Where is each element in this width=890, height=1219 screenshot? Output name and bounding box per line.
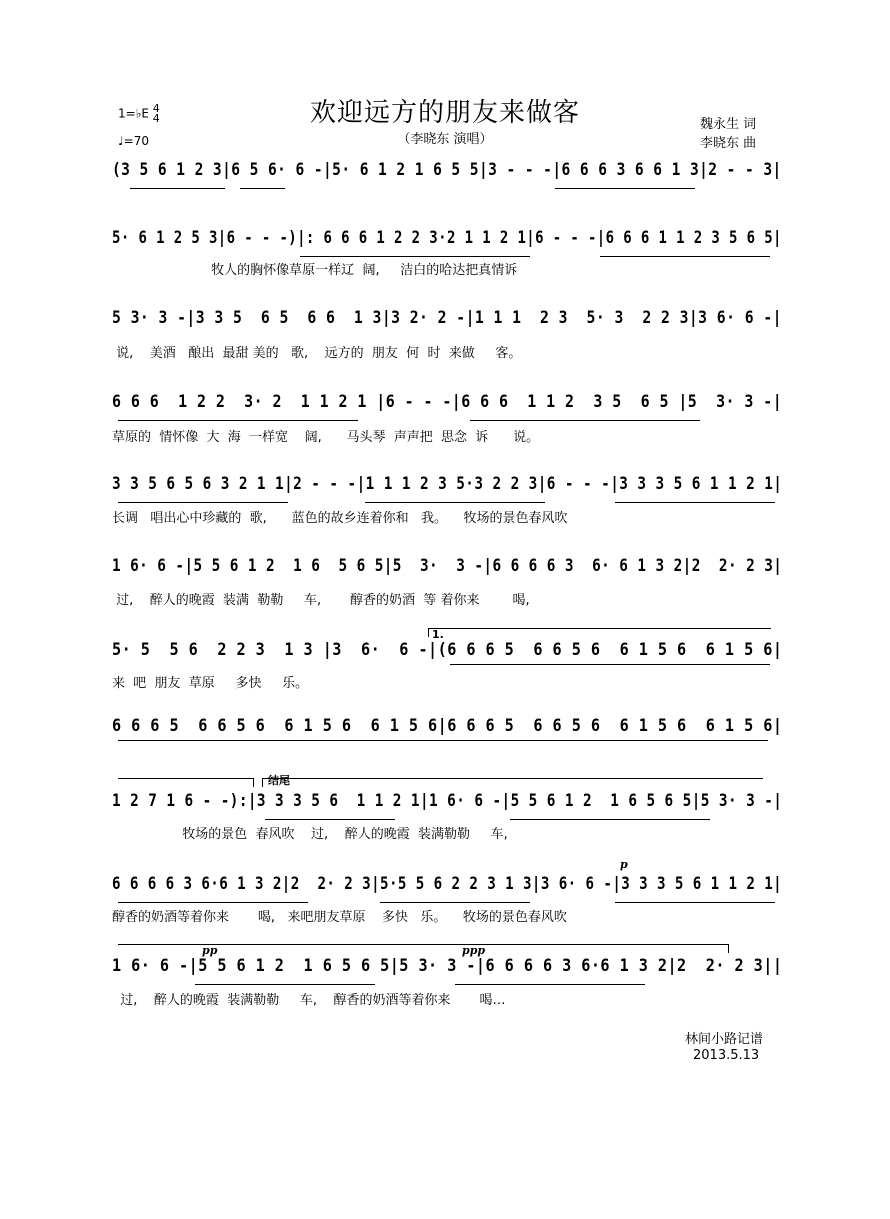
notation-text: 1 6· 6 -|5 5 6 1 2 1 6 5 6 5|5 3· 3 -|6 6 6 6 3 6· 6 1 3 2|2 2· 2 3|: [112, 556, 782, 576]
beam-line: [365, 502, 545, 503]
key-signature: [118, 104, 160, 124]
notation-text: 6 6 6 5 6 6 5 6 6 1 5 6 6 1 5 6|6 6 6 5 6 6 5 6 6 1 5 6 6 1 5 6|: [112, 716, 782, 736]
lyric-line: 长调 唱出心中珍藏的 歌, 蓝色的故乡连着你和 我。 牧场的景色春风吹: [112, 511, 568, 526]
coda-label: 结尾: [268, 774, 290, 787]
performer-credit: （李晓东 演唱）: [397, 132, 493, 147]
notation-text: 3 3 5 6 5 6 3 2 1 1|2 - - -|1 1 1 2 3 5·3 2 2 3|6 - - -|3 3 3 5 6 1 1 2 1|: [112, 474, 782, 494]
notation-text: 5 3· 3 -|3 3 5 6 5 6 6 1 3|3 2· 2 -|1 1 1 2 3 5· 3 2 2 3|3 6· 6 -|: [112, 308, 782, 328]
notation-row: [112, 640, 782, 674]
lyric-line: 来 吧 朋友 草原 多快 乐。: [112, 676, 309, 691]
beam-line: [118, 502, 288, 503]
transcription-date: 2013.5.13: [693, 1048, 760, 1063]
beam-line: [555, 188, 695, 189]
coda-bracket: [262, 778, 763, 787]
beam-line: [380, 902, 530, 903]
beam-line: [118, 902, 308, 903]
lyric-line: 草原的 情怀像 大 海 一样宽 阔, 马头琴 声声把 思念 诉 说。: [112, 430, 540, 445]
notation-text: 6 6 6 6 3 6·6 1 3 2|2 2· 2 3|5·5 5 6 2 2 3 1 3|3 6· 6 -|3 3 3 5 6 1 1 2 1|: [112, 874, 782, 894]
beam-line: [195, 984, 375, 985]
song-title: 欢迎远方的朋友来做客: [309, 98, 580, 128]
notation-text: 5· 5 5 6 2 2 3 1 3 |3 6· 6 -|(6 6 6 5 6 6 5 6 6 1 5 6 6 1 5 6|: [112, 640, 782, 660]
lyric-line: 说, 美酒 酿出 最甜 美的 歌, 远方的 朋友 何 时 来做 客。: [112, 346, 522, 361]
tempo-marking: ♩=70: [118, 134, 149, 148]
notation-text: (3 5 6 1 2 3|6 5 6· 6 -|5· 6 1 2 1 6 5 5|3 - - -|6 6 6 3 6 6 1 3|2 - - 3|: [112, 160, 782, 180]
beam-line: [265, 819, 395, 820]
composer-credit: 李晓东 曲: [700, 136, 757, 151]
notation-row: [112, 308, 782, 342]
repeat-bracket: [118, 778, 254, 787]
lyricist-credit: 魏永生 词: [700, 117, 757, 132]
transcriber-credit: 林间小路记谱: [685, 1032, 764, 1047]
beam-line: [510, 819, 710, 820]
lyric-line: 牧人的胸怀像草原一样辽 阔, 洁白的哈达把真情诉: [112, 263, 518, 278]
notation-text: 1 2 7 1 6 - -):|3 3 3 5 6 1 1 2 1|1 6· 6 -|5 5 6 1 2 1 6 5 6 5|5 3· 3 -|: [112, 791, 782, 811]
notation-text: 1 6· 6 -|5 5 6 1 2 1 6 5 6 5|5 3· 3 -|6 6 6 6 3 6·6 1 3 2|2 2· 2 3||: [112, 956, 782, 976]
beam-line: [300, 256, 530, 257]
beam-line: [615, 502, 775, 503]
key-label: 1=♭E: [118, 106, 149, 121]
beam-line: [118, 420, 358, 421]
notation-row: [112, 716, 782, 750]
beam-line: [470, 420, 700, 421]
beam-line: [240, 188, 285, 189]
lyric-line: 牧场的景色 春风吹 过, 醉人的晚霞 装满勒勒 车,: [112, 827, 508, 842]
time-bottom: 4: [152, 112, 160, 125]
lyric-line: 过, 醉人的晚霞 装满勒勒 车, 醇香的奶酒等着你来 喝…: [112, 993, 506, 1008]
dynamic-ppp: ppp: [462, 944, 486, 957]
time-signature: [153, 104, 160, 124]
dynamic-pp: pp: [202, 944, 218, 957]
beam-line: [118, 740, 768, 741]
dynamic-p: p: [620, 858, 628, 871]
beam-line: [600, 256, 770, 257]
beam-line: [455, 984, 645, 985]
first-ending-label: 1.: [432, 628, 444, 641]
notation-text: 6 6 6 1 2 2 3· 2 1 1 2 1 |6 - - -|6 6 6 1 1 2 3 5 6 5 |5 3· 3 -|: [112, 392, 782, 412]
lyric-line: 过, 醉人的晚霞 装满 勒勒 车, 醇香的奶酒 等 着你来 喝,: [112, 593, 530, 608]
notation-text: 5· 6 1 2 5 3|6 - - -)|: 6 6 6 1 2 2 3·2 1 1 2 1|6 - - -|6 6 6 1 1 2 3 5 6 5|: [112, 228, 782, 248]
beam-line: [615, 902, 775, 903]
time-top: 4: [152, 102, 160, 115]
first-ending-bracket: [428, 628, 771, 637]
lyric-line: 醇香的奶酒等着你来 喝, 来吧朋友草原 多快 乐。 牧场的景色春风吹: [112, 910, 567, 925]
beam-line: [130, 188, 225, 189]
notation-row: [112, 556, 782, 590]
beam-line: [450, 664, 770, 665]
